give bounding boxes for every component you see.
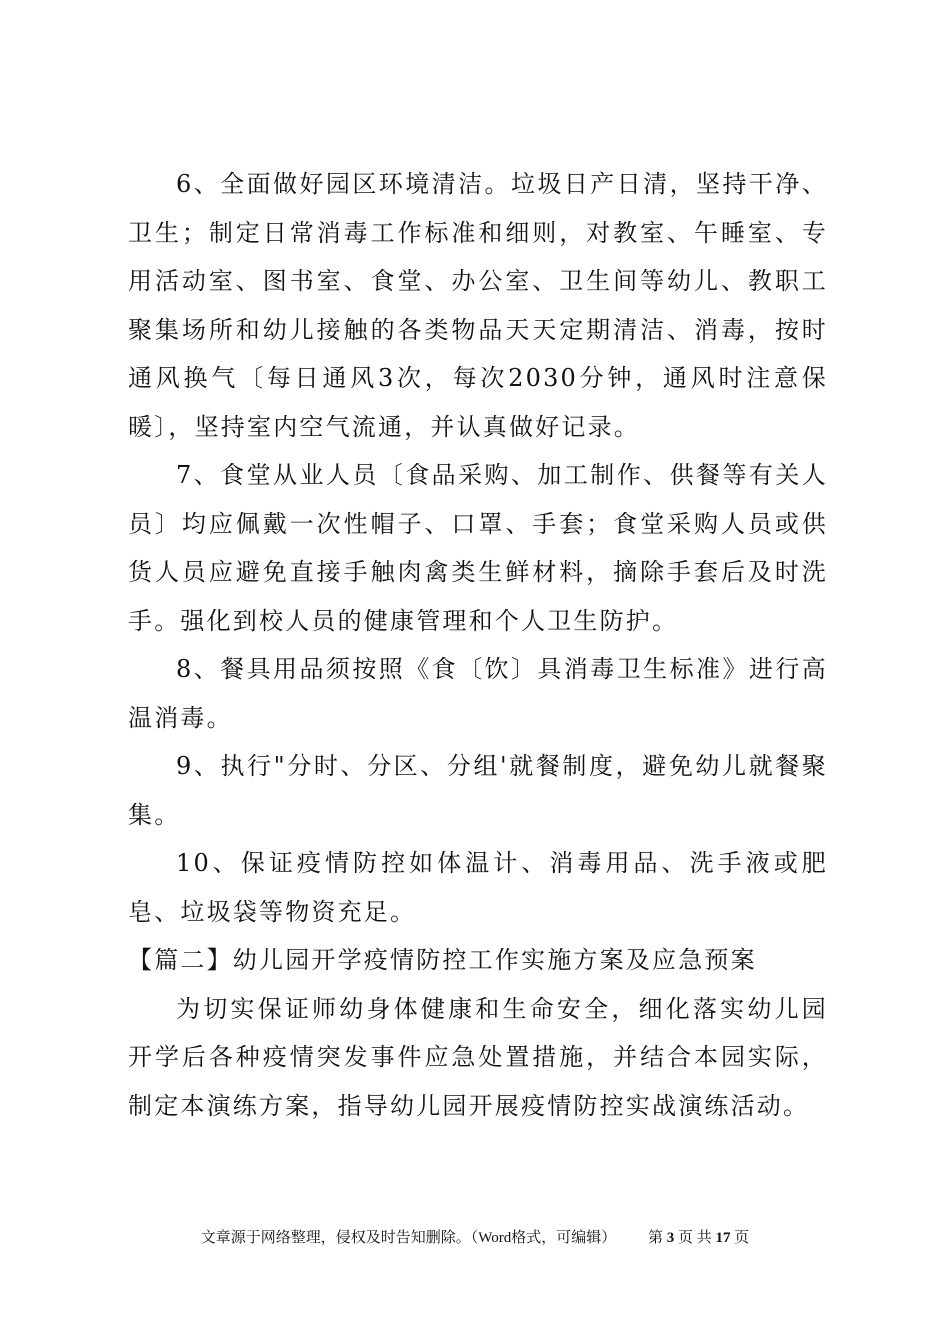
intro-paragraph: 为切实保证师幼身体健康和生命安全，细化落实幼儿园开学后各种疫情突发事件应急处置措施，并结合本园实际，制定本演练方案，指导幼儿园开展疫情防控实战演练活动。 [128, 994, 828, 1120]
paragraph-item-9: 9、执行"分时、分区、分组'就餐制度，避免幼儿就餐聚集。 [128, 752, 828, 829]
page-number [648, 1230, 749, 1246]
page-current: 3 [666, 1230, 675, 1246]
page-suffix: 页 [734, 1230, 750, 1246]
paragraph-item-8: 8、餐具用品须按照《食〔饮〕具消毒卫生标准》进行高温消毒。 [128, 655, 828, 732]
paragraph-item-10: 10、保证疫情防控如体温计、消毒用品、洗手液或肥皂、垃圾袋等物资充足。 [128, 849, 828, 926]
paragraph-item-7: 7、食堂从业人员〔食品采购、加工制作、供餐等有关人员〕均应佩戴一次性帽子、口罩、手套；食堂采购人员或供货人员应避免直接手触肉禽类生鲜材料，摘除手套后及时洗手。强化到校人员的健康管理和个人卫生防护。 [128, 461, 828, 635]
page-prefix: 第 [647, 1230, 663, 1246]
page-footer [0, 1226, 950, 1247]
footer-note: 文章源于网络整理，侵权及时告知删除。（Word格式，可编辑） [200, 1230, 617, 1246]
page-total: 17 [715, 1230, 731, 1246]
page-middle: 页 共 [677, 1230, 712, 1246]
paragraph-item-6: 6、全面做好园区环境清洁。垃圾日产日清，坚持干净、卫生；制定日常消毒工作标准和细则，对教室、午睡室、专用活动室、图书室、食堂、办公室、卫生间等幼儿、教职工聚集场所和幼儿接触的各类物品天天定期清洁、消毒，按时通风换气〔每日通风3次，每次2030分钟，通风时注意保暖〕，坚持室内空气流通，并认真做好记录。 [128, 170, 828, 441]
document-body [128, 160, 828, 1130]
section-heading: 【篇二】幼儿园开学疫情防控工作实施方案及应急预案 [128, 946, 757, 974]
